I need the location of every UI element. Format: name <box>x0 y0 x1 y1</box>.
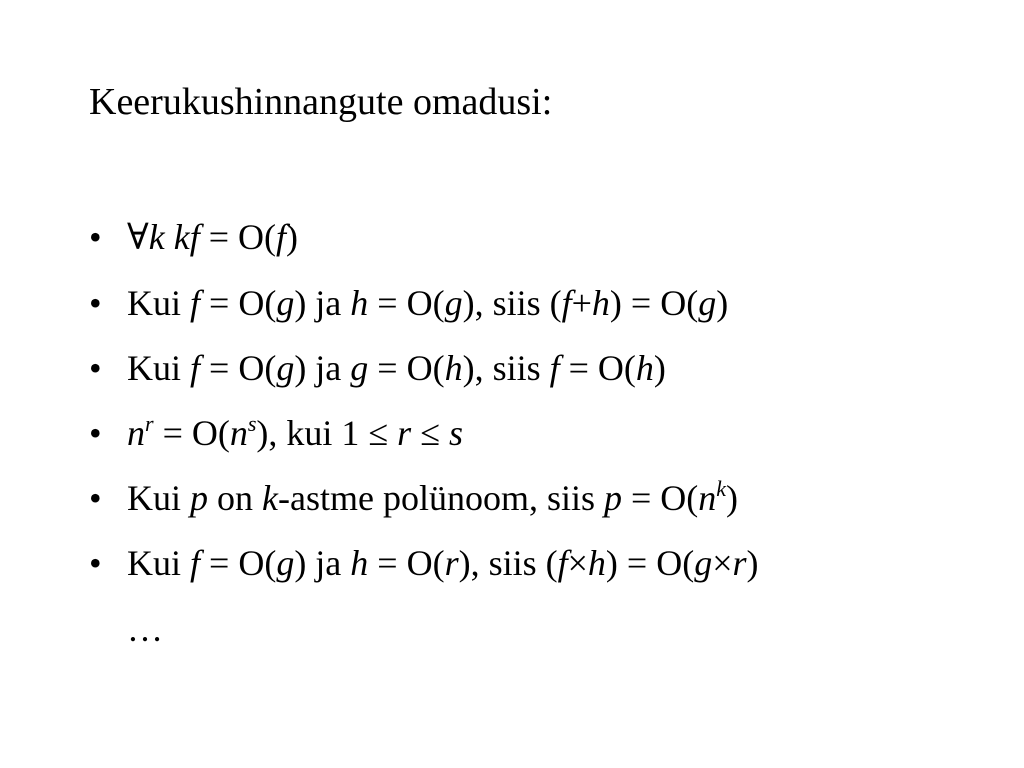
bullet-text: Kui f = O(g) ja h = O(r), siis (f×h) = O(g×r) <box>127 543 759 583</box>
bullet-text: Kui f = O(g) ja g = O(h), siis f = O(h) <box>127 348 666 388</box>
bullet-dot-icon: • <box>89 283 102 323</box>
bullet-dot-icon: • <box>89 348 102 388</box>
bullet-text: Kui p on k-astme polünoom, siis $p = O(n^k)$ <box>127 476 739 518</box>
slide-title: Keerukushinnangute omadusi: <box>89 81 553 123</box>
bullet-dot-icon: • <box>89 413 102 453</box>
bullet-dot-icon: • <box>89 217 102 257</box>
bullet-text: $n^r = O(n^s)$, kui 1 ≤ r ≤ s <box>127 411 463 453</box>
bullet-text: Kui f = O(g) ja h = O(g), siis (f+h) = O(g) <box>127 283 729 323</box>
bullet-dot-icon: • <box>89 478 102 518</box>
bullet-dot-icon: • <box>89 543 102 583</box>
continuation-ellipsis: … <box>127 609 163 649</box>
bullet-text: ∀k kf = O(f) <box>127 217 299 257</box>
